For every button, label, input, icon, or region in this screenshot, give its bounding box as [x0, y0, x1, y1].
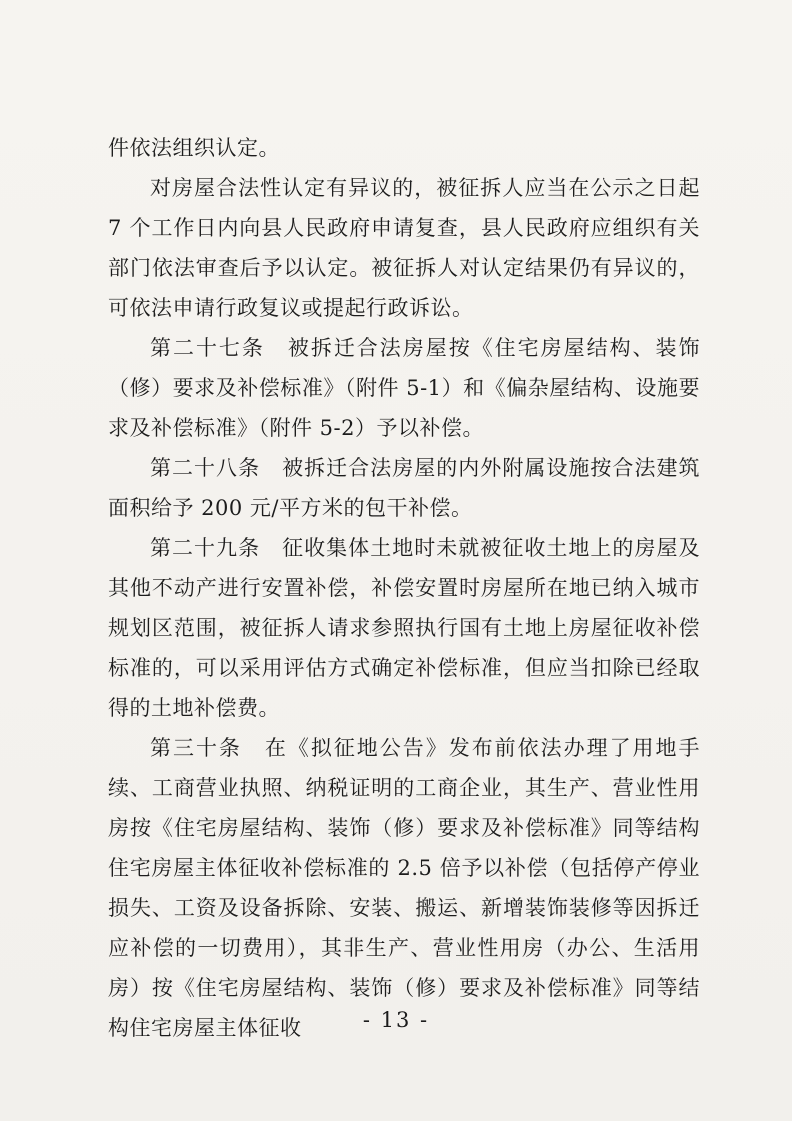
- paragraph-objection-review: 对房屋合法性认定有异议的，被征拆人应当在公示之日起 7 个工作日内向县人民政府申请复查，县人民政府应组织有关部门依法审查后予以认定。被征拆人对认定结果仍有异议的，可依法申请行政复议或提起行政诉讼。: [108, 176, 700, 320]
- paragraph-continued: 件依法组织认定。: [108, 136, 280, 160]
- document-body: [108, 128, 700, 1048]
- paragraph-article-28: 第二十八条 被拆迁合法房屋的内外附属设施按合法建筑面积给予 200 元/平方米的包干补偿。: [108, 456, 700, 520]
- paragraph-article-30: 第三十条 在《拟征地公告》发布前依法办理了用地手续、工商营业执照、纳税证明的工商企业，其生产、营业性用房按《住宅房屋结构、装饰（修）要求及补偿标准》同等结构住宅房屋主体征收补偿标准的 2.5 倍予以补偿（包括停产停业损失、工资及设备拆除、安装、搬运、新增装饰装修等因拆迁应补偿的一切费用），其非生产、营业性用房（办公、生活用房）按《住宅房屋结构、装饰（修）要求及补偿标准》同等结构住宅房屋主体征收: [108, 736, 700, 1040]
- paragraph-article-27: 第二十七条 被拆迁合法房屋按《住宅房屋结构、装饰（修）要求及补偿标准》（附件 5-1）和《偏杂屋结构、设施要求及补偿标准》（附件 5-2）予以补偿。: [108, 336, 700, 440]
- page-number: - 13 -: [362, 1008, 430, 1032]
- paragraph-article-29: 第二十九条 征收集体土地时未就被征收土地上的房屋及其他不动产进行安置补偿，补偿安置时房屋所在地已纳入城市规划区范围，被征拆人请求参照执行国有土地上房屋征收补偿标准的，可以采用评估方式确定补偿标准，但应当扣除已经取得的土地补偿费。: [108, 536, 700, 720]
